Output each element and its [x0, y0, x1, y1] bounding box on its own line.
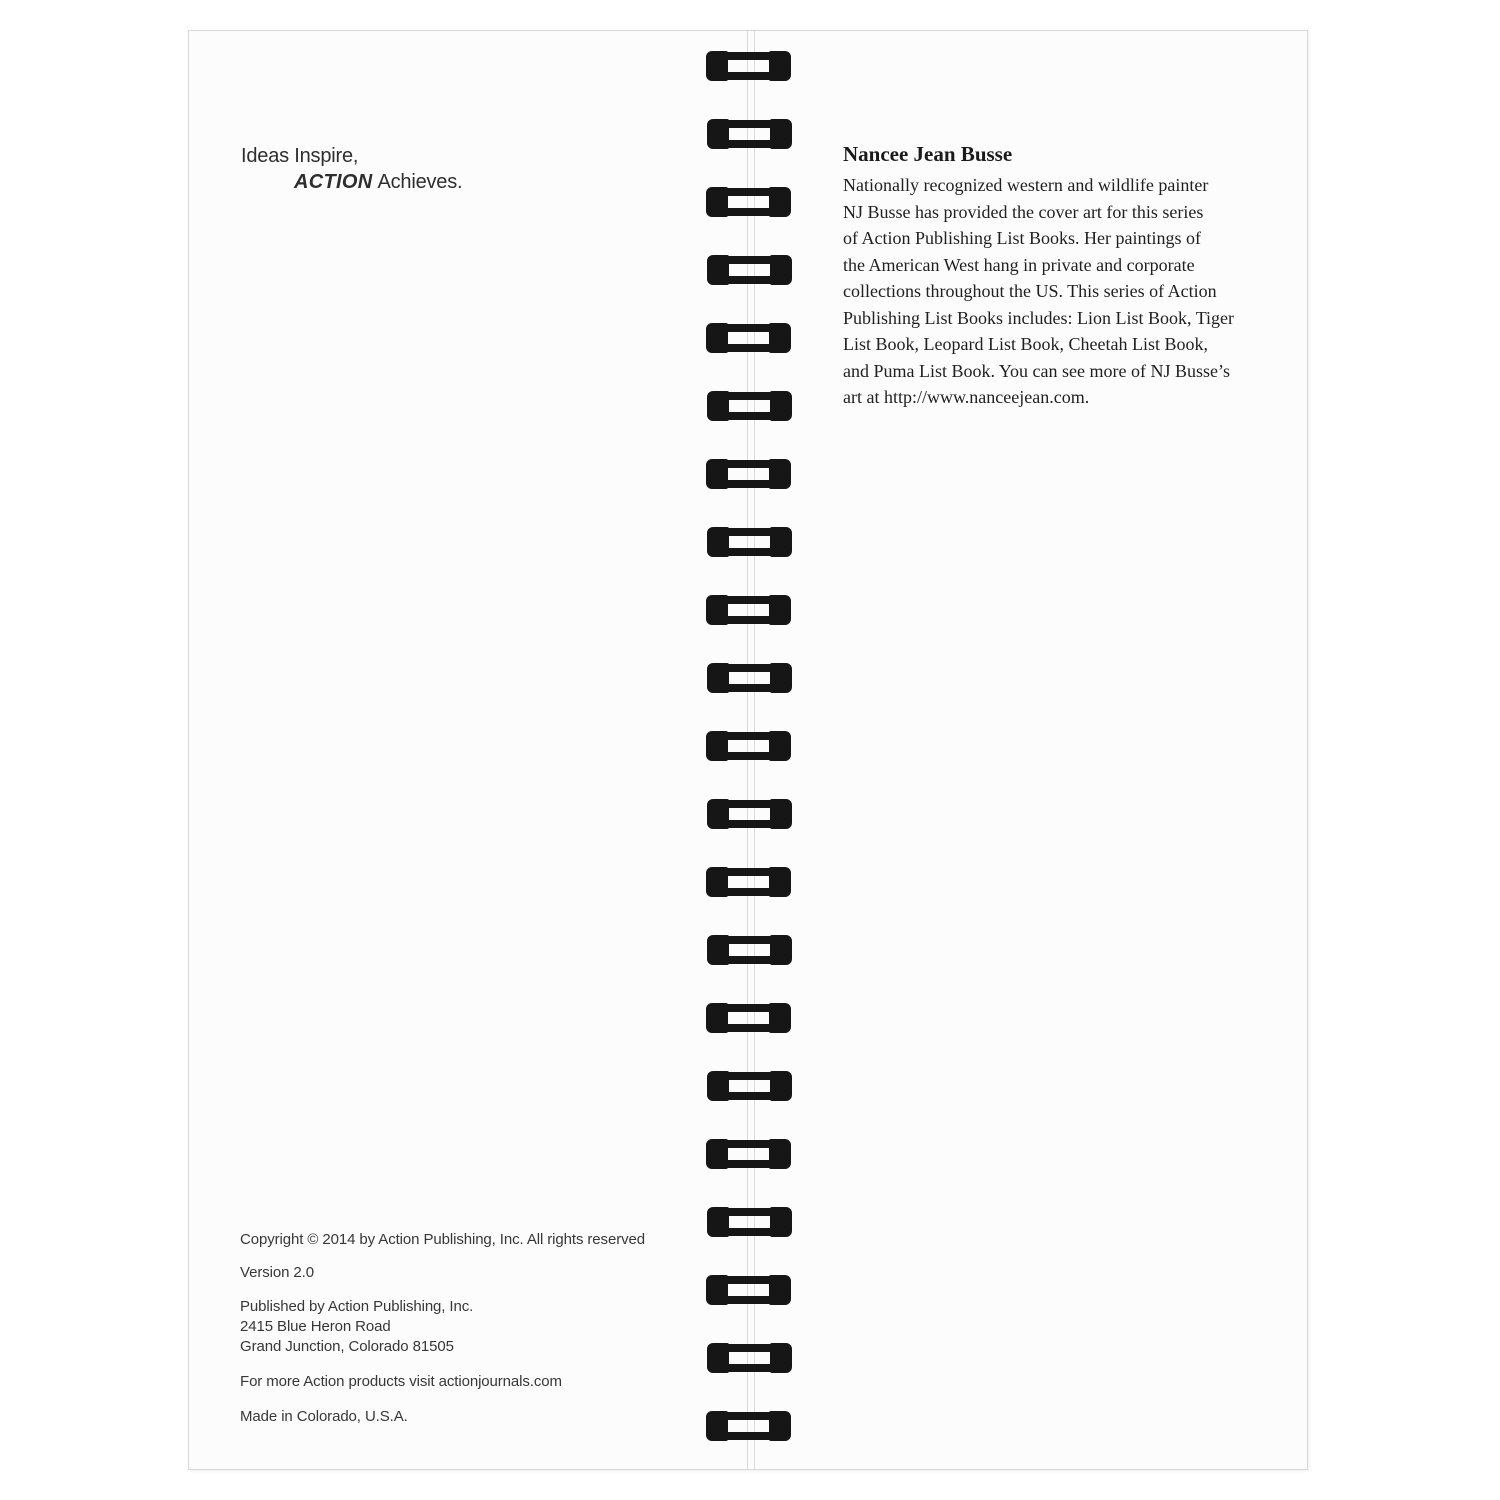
binding-coil — [707, 799, 792, 829]
coil-top-wire — [725, 460, 772, 468]
coil-top-wire — [725, 188, 772, 196]
published-by-line: Published by Action Publishing, Inc. — [240, 1298, 474, 1315]
copyright-line: Copyright © 2014 by Action Publishing, Inc. All rights reserved — [240, 1231, 645, 1248]
coil-top-wire — [725, 1276, 772, 1284]
coil-bottom-wire — [725, 1432, 772, 1440]
city-line: Grand Junction, Colorado 81505 — [240, 1338, 454, 1355]
coil-right-end — [770, 255, 792, 285]
binding-coil — [707, 935, 792, 965]
coil-top-wire — [725, 732, 772, 740]
coil-right-end — [769, 595, 791, 625]
tagline-line2-rest: Achieves. — [377, 171, 463, 193]
binding-coil — [707, 391, 792, 421]
coil-right-end — [769, 731, 791, 761]
binding-coil — [707, 663, 792, 693]
author-heading: Nancee Jean Busse — [843, 142, 1013, 166]
coil-top-wire — [725, 1004, 772, 1012]
coil-bottom-wire — [726, 1364, 773, 1372]
binding-coil — [707, 1207, 792, 1237]
coil-top-wire — [726, 1344, 773, 1352]
coil-bottom-wire — [725, 344, 772, 352]
coil-bottom-wire — [725, 480, 772, 488]
publisher-address — [240, 1297, 645, 1357]
coil-bottom-wire — [726, 276, 773, 284]
coil-bottom-wire — [726, 1228, 773, 1236]
binding-coil — [707, 527, 792, 557]
binding-coil — [707, 1343, 792, 1373]
coil-right-end — [770, 663, 792, 693]
binding-coil — [706, 459, 791, 489]
colophon — [240, 1230, 645, 1427]
binding-coil — [706, 867, 791, 897]
coil-right-end — [769, 1411, 791, 1441]
coil-bottom-wire — [725, 1296, 772, 1304]
made-in-line: Made in Colorado, U.S.A. — [240, 1408, 408, 1425]
coil-right-end — [770, 527, 792, 557]
coil-bottom-wire — [725, 72, 772, 80]
binding-coil — [706, 1411, 791, 1441]
coil-right-end — [769, 1139, 791, 1169]
coil-top-wire — [726, 256, 773, 264]
coil-bottom-wire — [725, 1024, 772, 1032]
coil-top-wire — [725, 868, 772, 876]
coil-bottom-wire — [726, 820, 773, 828]
binding-coil — [706, 323, 791, 353]
coil-bottom-wire — [726, 956, 773, 964]
binding-coil — [706, 1275, 791, 1305]
coil-bottom-wire — [726, 140, 773, 148]
coil-bottom-wire — [725, 888, 772, 896]
binding-coils — [706, 31, 792, 1469]
binding-coil — [706, 731, 791, 761]
coil-bottom-wire — [725, 752, 772, 760]
coil-right-end — [769, 1003, 791, 1033]
coil-right-end — [769, 51, 791, 81]
coil-right-end — [770, 119, 792, 149]
coil-top-wire — [725, 324, 772, 332]
coil-bottom-wire — [726, 1092, 773, 1100]
coil-top-wire — [726, 1072, 773, 1080]
coil-top-wire — [725, 596, 772, 604]
coil-top-wire — [726, 664, 773, 672]
tagline-line1: Ideas Inspire, — [241, 145, 359, 167]
coil-right-end — [770, 1071, 792, 1101]
coil-bottom-wire — [725, 1160, 772, 1168]
coil-bottom-wire — [726, 412, 773, 420]
binding-coil — [707, 255, 792, 285]
binding-coil — [707, 119, 792, 149]
coil-right-end — [769, 187, 791, 217]
products-line: For more Action products visit actionjournals.com — [240, 1373, 562, 1390]
tagline — [241, 143, 462, 195]
coil-top-wire — [725, 52, 772, 60]
coil-top-wire — [725, 1412, 772, 1420]
tagline-line2 — [241, 169, 462, 195]
author-block — [843, 142, 1283, 411]
binding-coil — [706, 1139, 791, 1169]
binding-coil — [706, 595, 791, 625]
binding-coil — [706, 187, 791, 217]
coil-right-end — [770, 1207, 792, 1237]
tagline-emphasis: ACTION — [294, 171, 373, 193]
binding-coil — [707, 1071, 792, 1101]
version-line: Version 2.0 — [240, 1264, 314, 1281]
coil-right-end — [770, 799, 792, 829]
coil-right-end — [770, 935, 792, 965]
coil-bottom-wire — [726, 684, 773, 692]
binding-coil — [706, 1003, 791, 1033]
author-bio: Nationally recognized western and wildlife painter NJ Busse has provided the cover art for this series of Action Publishing List Books. Her paintings of the American West hang in private and corporate collections throughout the US. This series of Action Publishing List Books includes: Lion List Book, Tiger List Book, Leopard List Book, Cheetah List Book, and Puma List Book. You can see more of NJ Busse’s art at http://www.nanceejean.com. — [843, 175, 1235, 407]
coil-right-end — [770, 1343, 792, 1373]
notebook-spread — [188, 30, 1308, 1470]
coil-right-end — [769, 867, 791, 897]
coil-bottom-wire — [725, 616, 772, 624]
coil-top-wire — [726, 392, 773, 400]
coil-bottom-wire — [725, 208, 772, 216]
binding-coil — [706, 51, 791, 81]
coil-top-wire — [726, 800, 773, 808]
street-line: 2415 Blue Heron Road — [240, 1318, 391, 1335]
coil-right-end — [769, 459, 791, 489]
coil-top-wire — [726, 528, 773, 536]
coil-top-wire — [726, 1208, 773, 1216]
coil-top-wire — [726, 120, 773, 128]
coil-right-end — [769, 1275, 791, 1305]
coil-bottom-wire — [726, 548, 773, 556]
coil-top-wire — [726, 936, 773, 944]
coil-top-wire — [725, 1140, 772, 1148]
coil-right-end — [769, 323, 791, 353]
coil-right-end — [770, 391, 792, 421]
